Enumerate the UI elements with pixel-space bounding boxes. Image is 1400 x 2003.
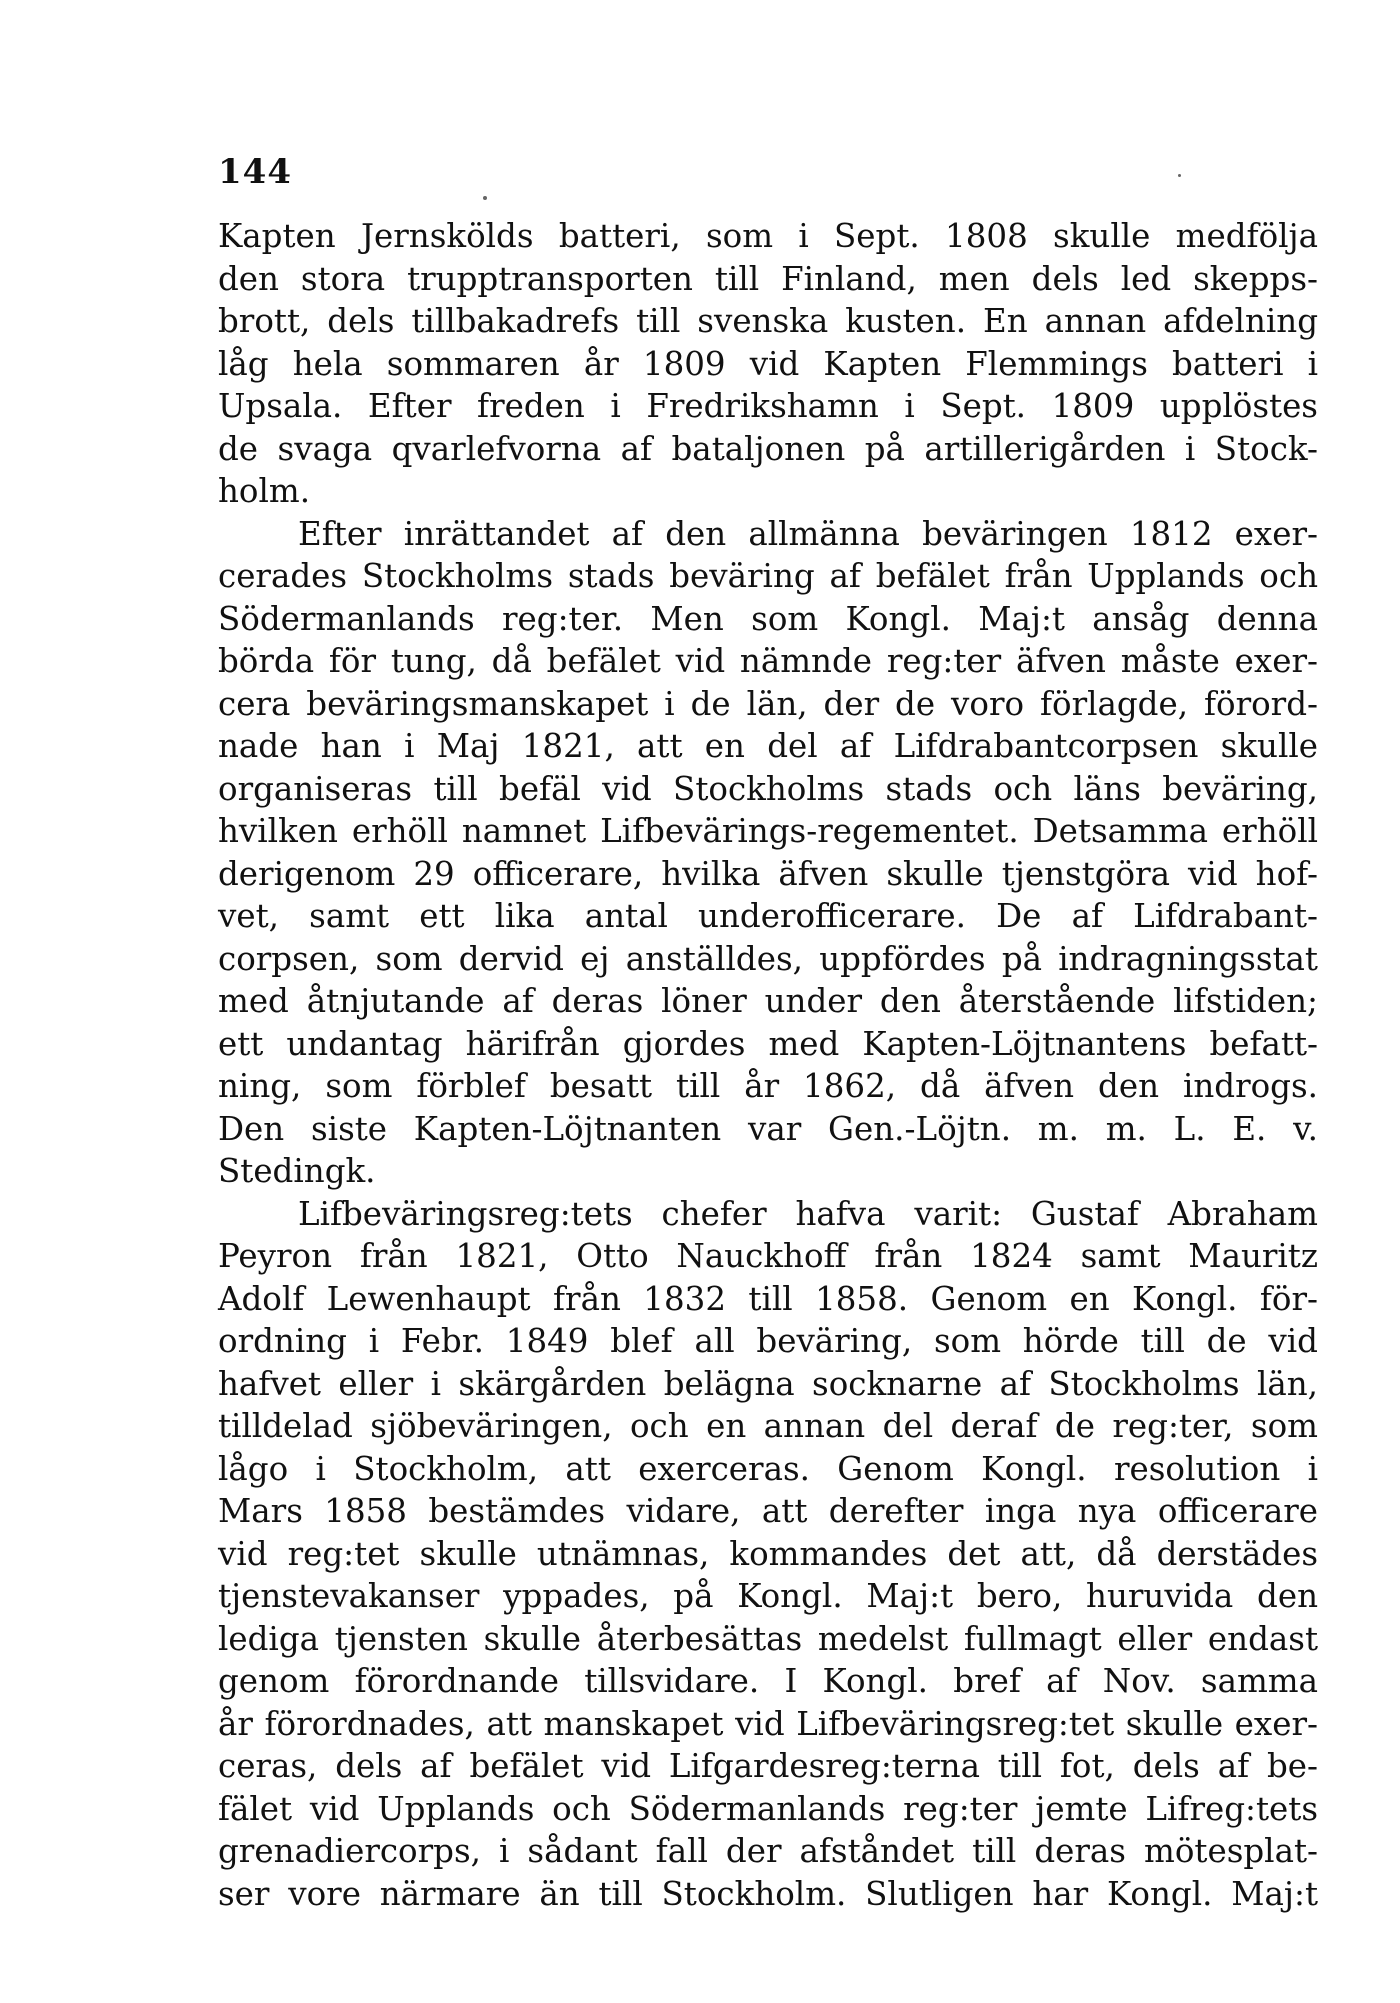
text-line: vid reg:tet skulle utnämnas, kommandes det att, då derstädes	[218, 1534, 1318, 1573]
text-line: Södermanlands reg:ter. Men som Kongl. Maj:t ansåg denna	[218, 599, 1318, 638]
text-line: tjenstevakanser yppades, på Kongl. Maj:t bero, huruvida den	[218, 1577, 1318, 1615]
page-number: 144	[218, 152, 292, 192]
text-line: Peyron från 1821, Otto Nauckhoff från 1824 samt Mauritz	[218, 1237, 1318, 1275]
text-line: ning, som förblef besatt till år 1862, då äfven den indrogs.	[218, 1067, 1318, 1105]
text-line: corpsen, som dervid ej anställdes, uppfördes på indragningsstat	[218, 939, 1318, 978]
text-line: Efter inrättandet af den allmänna beväringen 1812 exer-	[298, 514, 1318, 553]
text-line: brott, dels tillbakadrefs till svenska kusten. En annan afdelning	[218, 302, 1318, 340]
text-line: tilldelad sjöbeväringen, och en annan del deraf de reg:ter, som	[218, 1407, 1318, 1445]
text-line: Adolf Lewenhaupt från 1832 till 1858. Genom en Kongl. för-	[218, 1279, 1318, 1318]
text-line: holm.	[218, 472, 311, 510]
text-line: Kapten Jernskölds batteri, som i Sept. 1808 skulle medfölja	[218, 217, 1318, 255]
text-line: derigenom 29 officerare, hvilka äfven skulle tjenstgöra vid hof-	[218, 854, 1318, 893]
text-line: cera beväringsmanskapet i de län, der de voro förlagde, förord-	[218, 684, 1318, 723]
text-line: ceras, dels af befälet vid Lifgardesreg:terna till fot, dels af be-	[218, 1747, 1318, 1785]
text-line: grenadiercorps, i sådant fall der afståndet till deras mötesplat-	[218, 1832, 1318, 1870]
text-line: ordning i Febr. 1849 blef all beväring, som hörde till de vid	[218, 1322, 1318, 1360]
text-line: låg hela sommaren år 1809 vid Kapten Flemmings batteri i	[218, 344, 1318, 383]
text-line: Stedingk.	[218, 1152, 376, 1190]
text-line: organiseras till befäl vid Stockholms stads och läns beväring,	[218, 769, 1318, 808]
text-line: Mars 1858 bestämdes vidare, att derefter inga nya officerare	[218, 1492, 1318, 1530]
text-line: med åtnjutande af deras löner under den återstående lifstiden;	[218, 982, 1318, 1020]
text-line: Upsala. Efter freden i Fredrikshamn i Sept. 1809 upplöstes	[218, 387, 1318, 425]
text-line: börda för tung, då befälet vid nämnde reg:ter äfven måste exer-	[218, 642, 1318, 680]
body-text	[218, 215, 1318, 1915]
text-line: ser vore närmare än till Stockholm. Slutligen har Kongl. Maj:t	[218, 1874, 1318, 1913]
text-line: Den siste Kapten-Löjtnanten var Gen.-Löjtn. m. m. L. E. v.	[218, 1109, 1318, 1148]
print-speck	[483, 196, 487, 200]
text-line: fälet vid Upplands och Södermanlands reg:ter jemte Lifreg:tets	[218, 1789, 1318, 1828]
text-line: hafvet eller i skärgården belägna socknarne af Stockholms län,	[218, 1364, 1318, 1403]
text-line: ett undantag härifrån gjordes med Kapten-Löjtnantens befatt-	[218, 1024, 1318, 1063]
text-line: år förordnades, att manskapet vid Lifbeväringsreg:tet skulle exer-	[218, 1704, 1318, 1743]
text-line: nade han i Maj 1821, att en del af Lifdrabantcorpsen skulle	[218, 727, 1318, 765]
text-line: Lifbeväringsreg:tets chefer hafva varit: Gustaf Abraham	[298, 1194, 1318, 1233]
text-line: hvilken erhöll namnet Lifbevärings-regementet. Detsamma erhöll	[218, 812, 1318, 850]
text-line: vet, samt ett lika antal underofficerare. De af Lifdrabant-	[218, 897, 1318, 935]
text-line: de svaga qvarlefvorna af bataljonen på artillerigården i Stock-	[218, 429, 1318, 468]
text-line: den stora trupptransporten till Finland, men dels led skepps-	[218, 259, 1318, 298]
text-line: lågo i Stockholm, att exerceras. Genom Kongl. resolution i	[218, 1449, 1318, 1488]
text-line: cerades Stockholms stads beväring af befälet från Upplands och	[218, 557, 1318, 595]
text-line: genom förordnande tillsvidare. I Kongl. bref af Nov. samma	[218, 1662, 1318, 1700]
text-line: lediga tjensten skulle återbesättas medelst fullmagt eller endast	[218, 1619, 1318, 1658]
print-speck	[1178, 174, 1181, 177]
